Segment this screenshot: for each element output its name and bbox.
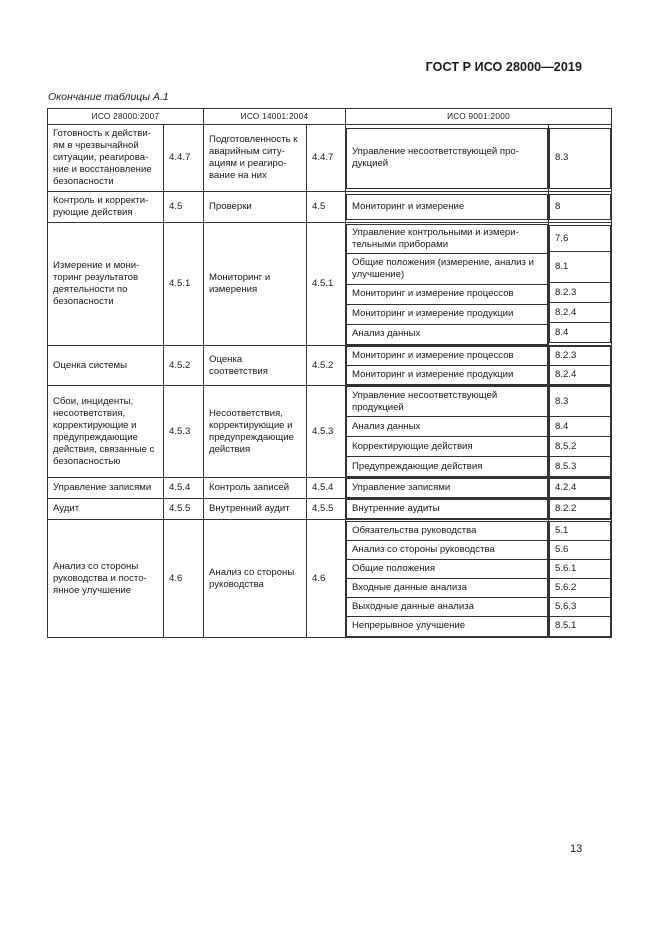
iso9001-section-title: Корректирующие действия — [347, 437, 548, 457]
table-row — [48, 478, 612, 499]
iso14001-section-title: Мониторинг и измерения — [204, 223, 307, 346]
iso9001-clauses-cell — [549, 499, 612, 520]
iso9001-section-title: Мониторинг и измерение продукции — [347, 366, 548, 385]
correspondence-table — [47, 108, 612, 638]
table-caption: Окончание таблицы А.1 — [48, 91, 169, 103]
iso9001-clause-number: 8.1 — [550, 252, 611, 283]
iso14001-clause-number: 4.5 — [307, 192, 346, 223]
iso28000-section-title: Оценка системы — [48, 346, 164, 386]
iso28000-section-title: Сбои, инциденты, несоответствия, корректирующие и предупреждающие действия, связанные с безопасностью — [48, 386, 164, 478]
iso9001-section-title: Управление несоответствующей продукцией — [347, 387, 548, 417]
iso28000-clause-number: 4.5.1 — [164, 223, 204, 346]
column-header-iso14001: ИСО 14001:2004 — [204, 109, 346, 125]
iso9001-section-title: Непрерывное улучшение — [347, 616, 548, 636]
table-body — [48, 125, 612, 638]
iso9001-clause-number: 5.6.1 — [550, 559, 611, 578]
iso14001-clause-number: 4.5.1 — [307, 223, 346, 346]
iso9001-clause-number: 5.6.2 — [550, 578, 611, 597]
iso9001-section-title: Предупреждающие действия — [347, 457, 548, 477]
iso9001-sections-cell — [346, 223, 549, 346]
iso9001-clauses-cell — [549, 223, 612, 346]
iso14001-clause-number: 4.4.7 — [307, 125, 346, 192]
iso28000-section-title: Анализ со стороны руководства и постоянное улучшение — [48, 520, 164, 638]
iso28000-section-title: Готовность к действиям в чрезвычайной ситуации, реагирование и восстановление безопасности — [48, 125, 164, 192]
column-header-iso9001: ИСО 9001:2000 — [346, 109, 612, 125]
iso9001-section-title: Мониторинг и измерение процессов — [347, 347, 548, 366]
iso28000-clause-number: 4.5 — [164, 192, 204, 223]
table-row — [48, 386, 612, 478]
iso9001-clause-number: 8.2.4 — [550, 366, 611, 385]
iso9001-section-title: Мониторинг и измерение процессов — [347, 284, 548, 304]
table-row — [48, 125, 612, 192]
iso9001-clauses-cell — [549, 192, 612, 223]
iso9001-clauses-cell — [549, 478, 612, 499]
iso14001-section-title: Подготовленность к аварийным ситуациям и реагирование на них — [204, 125, 307, 192]
table-header-row — [48, 109, 612, 125]
iso14001-clause-number: 4.5.5 — [307, 499, 346, 520]
iso9001-clause-number: 5.6.3 — [550, 597, 611, 616]
iso9001-sections-cell — [346, 125, 549, 192]
table-row — [48, 192, 612, 223]
iso9001-clause-number: 8.2.3 — [550, 283, 611, 303]
iso9001-sections-cell — [346, 346, 549, 386]
iso9001-clauses-cell — [549, 346, 612, 386]
iso9001-clause-number: 8.2.3 — [550, 347, 611, 366]
column-header-iso28000: ИСО 28000:2007 — [48, 109, 204, 125]
iso28000-clause-number: 4.5.5 — [164, 499, 204, 520]
table-row — [48, 223, 612, 346]
iso9001-section-title: Мониторинг и измерение — [347, 195, 548, 220]
iso9001-sections-cell — [346, 478, 549, 499]
iso9001-section-title: Анализ данных — [347, 417, 548, 437]
table-row — [48, 520, 612, 638]
iso9001-clause-number: 8.5.1 — [550, 616, 611, 636]
iso28000-section-title: Управление записями — [48, 478, 164, 499]
iso9001-clauses-cell — [549, 386, 612, 478]
iso9001-section-title: Общие положения — [347, 559, 548, 578]
iso28000-clause-number: 4.4.7 — [164, 125, 204, 192]
iso9001-clause-number: 7.6 — [550, 226, 611, 252]
iso9001-section-title: Входные данные анализа — [347, 578, 548, 597]
iso14001-section-title: Проверки — [204, 192, 307, 223]
iso9001-clause-number: 5.1 — [550, 521, 611, 540]
iso14001-clause-number: 4.5.3 — [307, 386, 346, 478]
iso14001-section-title: Анализ со стороны руководства — [204, 520, 307, 638]
iso9001-section-title: Внутренние аудиты — [347, 500, 548, 519]
iso28000-section-title: Контроль и корректирующие действия — [48, 192, 164, 223]
iso14001-clause-number: 4.5.4 — [307, 478, 346, 499]
iso9001-sections-cell — [346, 499, 549, 520]
iso14001-clause-number: 4.5.2 — [307, 346, 346, 386]
iso9001-section-title: Анализ со стороны руководства — [347, 540, 548, 559]
iso9001-section-title: Управление несоответствующей продукцией — [347, 128, 548, 188]
iso9001-section-title: Управление записями — [347, 479, 548, 498]
iso28000-clause-number: 4.6 — [164, 520, 204, 638]
iso9001-section-title: Управление контрольными и измерительными приборами — [347, 224, 548, 253]
iso28000-section-title: Измерение и мониторинг результатов деятельности по безопасности — [48, 223, 164, 346]
iso28000-clause-number: 4.5.2 — [164, 346, 204, 386]
iso14001-section-title: Несоответствия, корректирующие и предупреждающие действия — [204, 386, 307, 478]
iso9001-clause-number: 5.6 — [550, 540, 611, 559]
iso28000-clause-number: 4.5.4 — [164, 478, 204, 499]
iso9001-clause-number: 8.3 — [550, 128, 611, 188]
iso9001-sections-cell — [346, 386, 549, 478]
iso14001-section-title: Внутренний аудит — [204, 499, 307, 520]
iso9001-section-title: Выходные данные анализа — [347, 597, 548, 616]
iso9001-clauses-cell — [549, 520, 612, 638]
iso9001-clauses-cell — [549, 125, 612, 192]
iso9001-section-title: Мониторинг и измерение продукции — [347, 304, 548, 324]
iso14001-section-title: Оценка соответствия — [204, 346, 307, 386]
iso14001-section-title: Контроль записей — [204, 478, 307, 499]
iso9001-section-title: Обязательства руководства — [347, 521, 548, 540]
iso9001-clause-number: 8.5.2 — [550, 437, 611, 457]
iso9001-clause-number: 8.4 — [550, 323, 611, 343]
iso28000-section-title: Аудит — [48, 499, 164, 520]
iso9001-clause-number: 8.4 — [550, 417, 611, 437]
table-row — [48, 346, 612, 386]
iso9001-clause-number: 8.3 — [550, 387, 611, 417]
iso9001-sections-cell — [346, 520, 549, 638]
iso9001-clause-number: 8.2.2 — [550, 500, 611, 519]
iso9001-clause-number: 4.2.4 — [550, 479, 611, 498]
document-standard-header: ГОСТ Р ИСО 28000—2019 — [425, 60, 582, 74]
iso14001-clause-number: 4.6 — [307, 520, 346, 638]
iso9001-clause-number: 8.2.4 — [550, 303, 611, 323]
iso9001-sections-cell — [346, 192, 549, 223]
iso9001-clause-number: 8 — [550, 195, 611, 220]
table-row — [48, 499, 612, 520]
page-number: 13 — [570, 843, 583, 855]
iso9001-clause-number: 8.5.3 — [550, 457, 611, 477]
iso9001-section-title: Общие положения (измерение, анализ и улучшение) — [347, 253, 548, 284]
iso28000-clause-number: 4.5.3 — [164, 386, 204, 478]
iso9001-section-title: Анализ данных — [347, 324, 548, 344]
